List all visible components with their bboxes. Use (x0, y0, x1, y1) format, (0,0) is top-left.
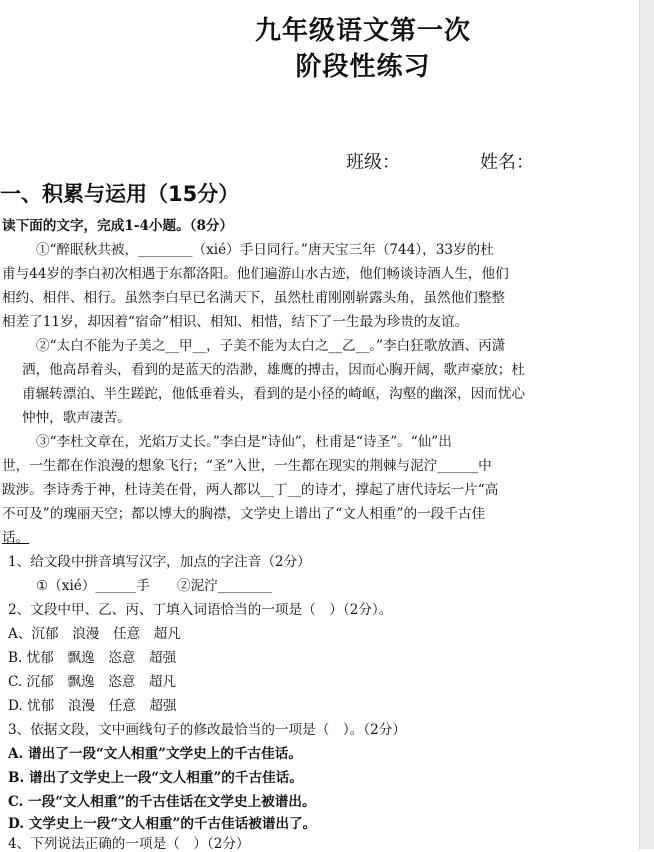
option-d: D. 文学史上一段“文人相重”的千古佳话被谱出了。 (8, 816, 317, 832)
question-2: 2、文段中甲、乙、丙、丁填入词语恰当的一项是（ ）（2分）。 (8, 602, 393, 618)
option-d: D. 忧郁 浪漫 任意 超强 (8, 698, 177, 714)
instruction: 读下面的文字，完成1-4小题。（8分） (2, 218, 234, 234)
name-label: 姓名： (480, 152, 534, 173)
passage-line: 甫与44岁的李白初次相遇于东都洛阳。他们遍游山水古迹，他们畅谈诗酒人生，他们 (2, 266, 509, 282)
passage-line: 相差了11岁，却因着“宿命”相识、相知、相惜，结下了一生最为珍贵的友谊。 (2, 314, 469, 330)
passage-line: 忡忡，歌声凄苦。 (22, 410, 131, 426)
option-a: A. 谱出了一段“文人相重”文学史上的千古佳话。 (8, 746, 302, 762)
class-label: 班级： (346, 152, 400, 173)
passage-line: 甫辗转漂泊、半生蹉跎，他低垂着头，看到的是小径的崎岖，沟壑的幽深，因而忧心 (22, 386, 525, 402)
page-edge-line (639, 0, 640, 849)
question-3: 3、依据文段，文中画线句子的修改最恰当的一项是（ ）。（2分） (8, 722, 406, 738)
page-title-line1: 九年级语文第一次 (254, 16, 471, 46)
passage-line: 跋涉。李诗秀于神，杜诗美在骨，两人都以__丁__的诗才，撑起了唐代诗坛一片“高 (2, 482, 499, 498)
section-title: 一、积累与运用（15分） (0, 182, 240, 206)
option-c: C. 一段“文人相重”的千古佳话在文学史上被谱出。 (8, 794, 316, 810)
passage-line: 相约、相伴、相行。虽然李白早已名满天下，虽然杜甫刚刚崭露头角，虽然他们整整 (2, 290, 505, 306)
option-c: C. 沉郁 飘逸 恣意 超凡 (8, 674, 177, 690)
option-a: A、沉郁 浪漫 任意 超凡 (8, 626, 181, 642)
option-b: B. 谱出了文学史上一段“文人相重”的千古佳话。 (8, 770, 303, 786)
passage-line: ①“醉眠秋共被，________（xié）手日同行。”唐天宝三年（744），33岁的杜 (36, 242, 494, 258)
page-edge-shadow (640, 0, 654, 849)
passage-line: ③“李杜文章在，光焰万丈长。”李白是“诗仙”，杜甫是“诗圣”。“仙”出 (36, 434, 452, 450)
passage-line: 洒，他高昂着头，看到的是蓝天的浩渺，雄鹰的搏击，因而心胸开阔，歌声豪放；杜 (22, 362, 525, 378)
option-b: B. 忧郁 飘逸 恣意 超强 (8, 650, 177, 666)
question-1-blanks: ①（xié）______手 ②泥泞________ (36, 578, 273, 594)
passage-line: 世，一生都在作浪漫的想象飞行；“圣”入世，一生都在现实的荆棘与泥泞______中 (2, 458, 492, 474)
passage-line: 不可及”的瑰丽天空；都以博大的胸襟，文学史上谱出了“文人相重”的一段千古佳 (2, 506, 486, 522)
passage-line: 话。 (2, 530, 30, 546)
question-1: 1、给文段中拼音填写汉字，加点的字注音（2分） (8, 554, 311, 570)
question-4: 4、下列说法正确的一项是（ ）（2分） (8, 836, 250, 852)
page-title-line2: 阶段性练习 (295, 52, 431, 82)
passage-line: ②“太白不能为子美之__甲__，子美不能为太白之__乙__。”李白狂歌放酒、丙潇 (36, 338, 506, 354)
